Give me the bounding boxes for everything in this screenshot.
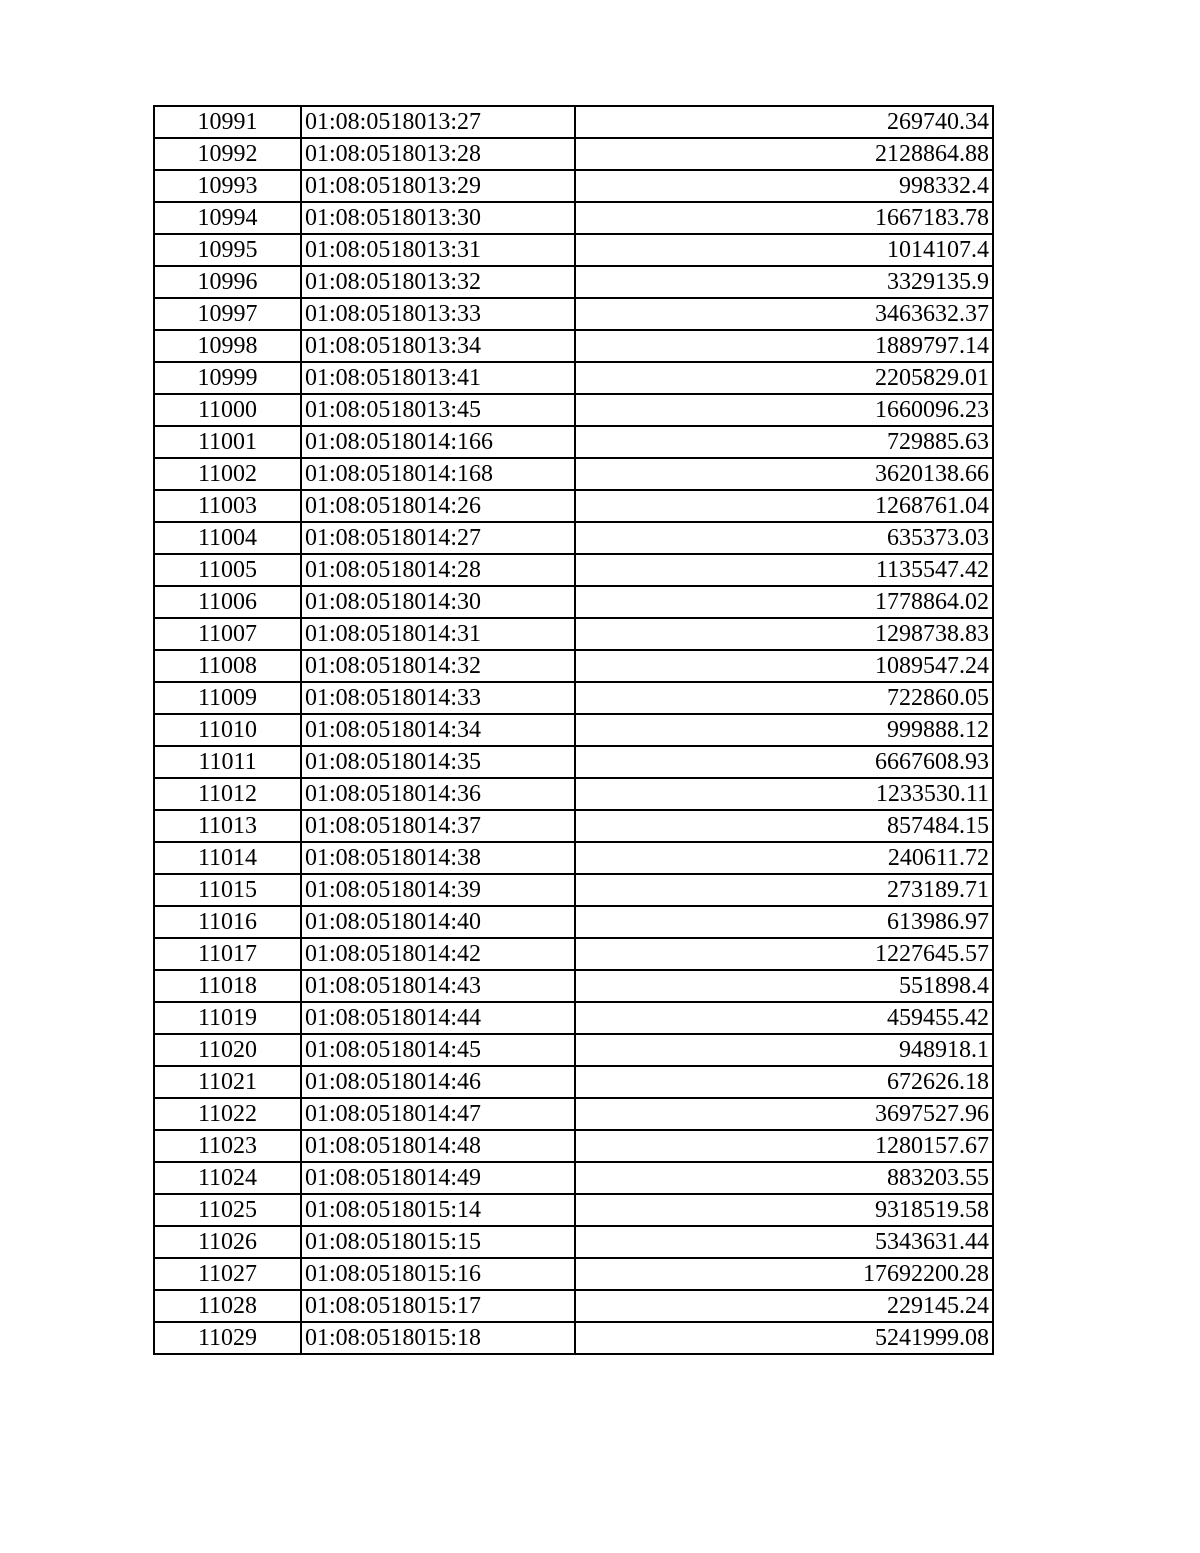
cadastral-number-cell: 01:08:0518014:168	[301, 458, 575, 490]
table-row	[154, 490, 993, 522]
amount-cell: 240611.72	[575, 842, 993, 874]
amount-cell: 1268761.04	[575, 490, 993, 522]
cadastral-number-cell: 01:08:0518014:37	[301, 810, 575, 842]
row-number-cell: 10999	[154, 362, 301, 394]
amount-cell: 1227645.57	[575, 938, 993, 970]
row-number-cell: 10996	[154, 266, 301, 298]
table-row	[154, 1130, 993, 1162]
cadastral-number-cell: 01:08:0518014:44	[301, 1002, 575, 1034]
table-row	[154, 426, 993, 458]
table-row	[154, 170, 993, 202]
table-row	[154, 938, 993, 970]
row-number-cell: 11018	[154, 970, 301, 1002]
row-number-cell: 11008	[154, 650, 301, 682]
cadastral-number-cell: 01:08:0518013:41	[301, 362, 575, 394]
row-number-cell: 10997	[154, 298, 301, 330]
amount-cell: 1014107.4	[575, 234, 993, 266]
cadastral-number-cell: 01:08:0518013:29	[301, 170, 575, 202]
row-number-cell: 11028	[154, 1290, 301, 1322]
row-number-cell: 11022	[154, 1098, 301, 1130]
cadastral-number-cell: 01:08:0518013:31	[301, 234, 575, 266]
row-number-cell: 11002	[154, 458, 301, 490]
cadastral-number-cell: 01:08:0518014:47	[301, 1098, 575, 1130]
cadastral-number-cell: 01:08:0518013:28	[301, 138, 575, 170]
amount-cell: 1667183.78	[575, 202, 993, 234]
table-row	[154, 362, 993, 394]
cadastral-number-cell: 01:08:0518014:38	[301, 842, 575, 874]
row-number-cell: 10994	[154, 202, 301, 234]
row-number-cell: 11012	[154, 778, 301, 810]
cadastral-number-cell: 01:08:0518014:35	[301, 746, 575, 778]
table-row	[154, 330, 993, 362]
table-row	[154, 874, 993, 906]
row-number-cell: 11019	[154, 1002, 301, 1034]
table-row	[154, 522, 993, 554]
amount-cell: 635373.03	[575, 522, 993, 554]
row-number-cell: 11011	[154, 746, 301, 778]
table-row	[154, 394, 993, 426]
amount-cell: 1889797.14	[575, 330, 993, 362]
row-number-cell: 11014	[154, 842, 301, 874]
cadastral-number-cell: 01:08:0518014:46	[301, 1066, 575, 1098]
cadastral-number-cell: 01:08:0518014:32	[301, 650, 575, 682]
row-number-cell: 11013	[154, 810, 301, 842]
table-row	[154, 618, 993, 650]
cadastral-number-cell: 01:08:0518014:43	[301, 970, 575, 1002]
row-number-cell: 11017	[154, 938, 301, 970]
amount-cell: 1778864.02	[575, 586, 993, 618]
row-number-cell: 11009	[154, 682, 301, 714]
table-row	[154, 202, 993, 234]
row-number-cell: 11027	[154, 1258, 301, 1290]
table-row	[154, 1034, 993, 1066]
table-row	[154, 234, 993, 266]
row-number-cell: 11005	[154, 554, 301, 586]
amount-cell: 1280157.67	[575, 1130, 993, 1162]
row-number-cell: 11001	[154, 426, 301, 458]
table-row	[154, 106, 993, 138]
amount-cell: 857484.15	[575, 810, 993, 842]
amount-cell: 5343631.44	[575, 1226, 993, 1258]
table-row	[154, 1098, 993, 1130]
amount-cell: 2205829.01	[575, 362, 993, 394]
row-number-cell: 11006	[154, 586, 301, 618]
table-row	[154, 1226, 993, 1258]
amount-cell: 229145.24	[575, 1290, 993, 1322]
table-row	[154, 906, 993, 938]
amount-cell: 269740.34	[575, 106, 993, 138]
amount-cell: 948918.1	[575, 1034, 993, 1066]
row-number-cell: 11010	[154, 714, 301, 746]
data-table	[153, 105, 994, 1355]
row-number-cell: 11020	[154, 1034, 301, 1066]
cadastral-number-cell: 01:08:0518015:15	[301, 1226, 575, 1258]
amount-cell: 2128864.88	[575, 138, 993, 170]
amount-cell: 998332.4	[575, 170, 993, 202]
table-row	[154, 1194, 993, 1226]
row-number-cell: 10998	[154, 330, 301, 362]
cadastral-number-cell: 01:08:0518014:26	[301, 490, 575, 522]
amount-cell: 3697527.96	[575, 1098, 993, 1130]
amount-cell: 3620138.66	[575, 458, 993, 490]
amount-cell: 883203.55	[575, 1162, 993, 1194]
row-number-cell: 11015	[154, 874, 301, 906]
cadastral-number-cell: 01:08:0518013:33	[301, 298, 575, 330]
cadastral-number-cell: 01:08:0518014:49	[301, 1162, 575, 1194]
amount-cell: 999888.12	[575, 714, 993, 746]
row-number-cell: 11007	[154, 618, 301, 650]
cadastral-number-cell: 01:08:0518013:27	[301, 106, 575, 138]
row-number-cell: 10993	[154, 170, 301, 202]
cadastral-number-cell: 01:08:0518014:42	[301, 938, 575, 970]
cadastral-number-cell: 01:08:0518013:30	[301, 202, 575, 234]
cadastral-number-cell: 01:08:0518014:39	[301, 874, 575, 906]
amount-cell: 3329135.9	[575, 266, 993, 298]
table-row	[154, 1290, 993, 1322]
cadastral-number-cell: 01:08:0518014:48	[301, 1130, 575, 1162]
table-row	[154, 746, 993, 778]
row-number-cell: 11025	[154, 1194, 301, 1226]
amount-cell: 5241999.08	[575, 1322, 993, 1354]
table-row	[154, 298, 993, 330]
cadastral-number-cell: 01:08:0518014:36	[301, 778, 575, 810]
amount-cell: 729885.63	[575, 426, 993, 458]
table-row	[154, 138, 993, 170]
table-row	[154, 1322, 993, 1354]
row-number-cell: 11000	[154, 394, 301, 426]
row-number-cell: 11004	[154, 522, 301, 554]
cadastral-number-cell: 01:08:0518014:33	[301, 682, 575, 714]
amount-cell: 551898.4	[575, 970, 993, 1002]
amount-cell: 1660096.23	[575, 394, 993, 426]
table-row	[154, 458, 993, 490]
amount-cell: 1089547.24	[575, 650, 993, 682]
cadastral-number-cell: 01:08:0518014:31	[301, 618, 575, 650]
table-row	[154, 682, 993, 714]
amount-cell: 3463632.37	[575, 298, 993, 330]
table-row	[154, 1066, 993, 1098]
amount-cell: 459455.42	[575, 1002, 993, 1034]
row-number-cell: 11023	[154, 1130, 301, 1162]
cadastral-number-cell: 01:08:0518014:40	[301, 906, 575, 938]
row-number-cell: 11021	[154, 1066, 301, 1098]
amount-cell: 1233530.11	[575, 778, 993, 810]
table-row	[154, 1002, 993, 1034]
amount-cell: 1135547.42	[575, 554, 993, 586]
amount-cell: 6667608.93	[575, 746, 993, 778]
cadastral-number-cell: 01:08:0518014:34	[301, 714, 575, 746]
cadastral-number-cell: 01:08:0518015:18	[301, 1322, 575, 1354]
amount-cell: 672626.18	[575, 1066, 993, 1098]
amount-cell: 1298738.83	[575, 618, 993, 650]
cadastral-number-cell: 01:08:0518013:45	[301, 394, 575, 426]
table-row	[154, 650, 993, 682]
cadastral-number-cell: 01:08:0518014:30	[301, 586, 575, 618]
cadastral-number-cell: 01:08:0518014:28	[301, 554, 575, 586]
table-row	[154, 1258, 993, 1290]
table-row	[154, 810, 993, 842]
amount-cell: 722860.05	[575, 682, 993, 714]
cadastral-number-cell: 01:08:0518013:32	[301, 266, 575, 298]
cadastral-number-cell: 01:08:0518015:16	[301, 1258, 575, 1290]
cadastral-number-cell: 01:08:0518013:34	[301, 330, 575, 362]
table-row	[154, 970, 993, 1002]
row-number-cell: 11029	[154, 1322, 301, 1354]
row-number-cell: 11003	[154, 490, 301, 522]
cadastral-number-cell: 01:08:0518014:45	[301, 1034, 575, 1066]
row-number-cell: 11016	[154, 906, 301, 938]
table-row	[154, 586, 993, 618]
amount-cell: 273189.71	[575, 874, 993, 906]
amount-cell: 9318519.58	[575, 1194, 993, 1226]
table-row	[154, 714, 993, 746]
cadastral-number-cell: 01:08:0518015:17	[301, 1290, 575, 1322]
table-row	[154, 266, 993, 298]
cadastral-number-cell: 01:08:0518015:14	[301, 1194, 575, 1226]
row-number-cell: 11026	[154, 1226, 301, 1258]
cadastral-number-cell: 01:08:0518014:27	[301, 522, 575, 554]
amount-cell: 17692200.28	[575, 1258, 993, 1290]
table-body	[154, 106, 993, 1354]
table-row	[154, 778, 993, 810]
row-number-cell: 10991	[154, 106, 301, 138]
amount-cell: 613986.97	[575, 906, 993, 938]
table-row	[154, 1162, 993, 1194]
cadastral-number-cell: 01:08:0518014:166	[301, 426, 575, 458]
row-number-cell: 11024	[154, 1162, 301, 1194]
table-row	[154, 554, 993, 586]
row-number-cell: 10995	[154, 234, 301, 266]
row-number-cell: 10992	[154, 138, 301, 170]
table-row	[154, 842, 993, 874]
